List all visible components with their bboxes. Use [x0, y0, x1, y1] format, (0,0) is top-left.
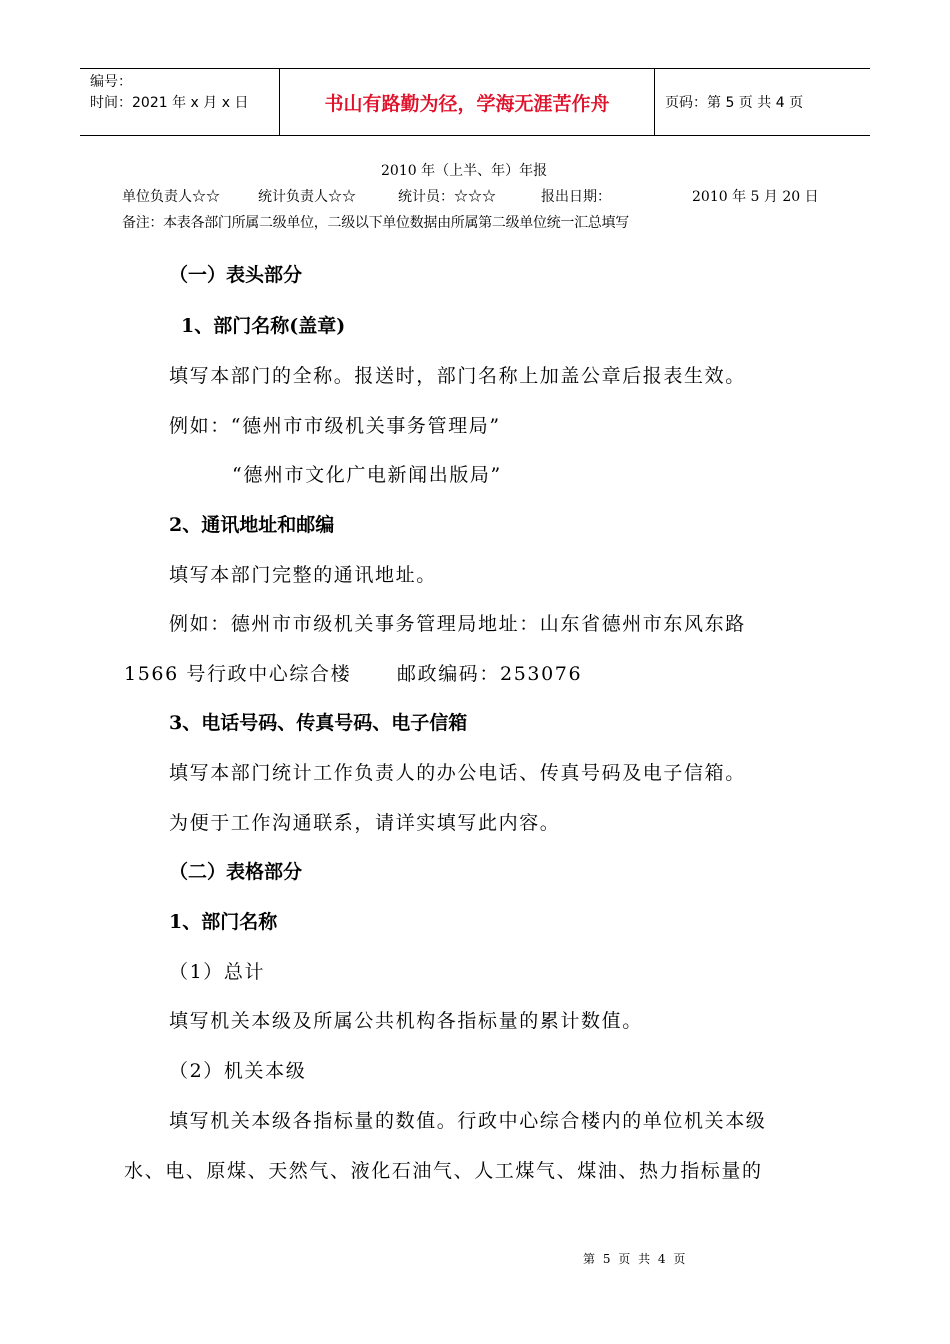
report-title: 2010 年（上半、年）年报 [381, 163, 548, 179]
paragraph: 为便于工作沟通联系，请详实填写此内容。 [169, 812, 561, 834]
header-motto: 书山有路勤为径，学海无涯苦作舟 [280, 69, 655, 135]
header-page-info: 页码：第 5 页 共 4 页 [665, 95, 804, 111]
subheading-address: 2、通讯地址和邮编 [169, 514, 335, 536]
paragraph: 水、电、原煤、天然气、液化石油气、人工煤气、煤油、热力指标量的 [124, 1160, 763, 1182]
section-heading-table: （二）表格部分 [169, 861, 303, 883]
address-line: 1566 号行政中心综合楼 [124, 663, 352, 685]
postal-code: 邮政编码：253076 [397, 663, 583, 685]
subheading-department-name: 1、部门名称(盖章) [181, 315, 346, 337]
section-heading-header: （一）表头部分 [169, 264, 303, 286]
paragraph: 填写本部门的全称。报送时，部门名称上加盖公章后报表生效。 [169, 365, 746, 387]
item-total: （1）总计 [169, 961, 266, 983]
statistician: 统计员：☆☆☆ [398, 189, 496, 205]
paragraph: 填写机关本级及所属公共机构各指标量的累计数值。 [169, 1010, 643, 1032]
subheading-department-name-2: 1、部门名称 [169, 911, 278, 933]
header-table [80, 68, 870, 136]
document-number-label: 编号： [90, 74, 132, 90]
report-date-label: 报出日期： [541, 189, 611, 205]
item-agency-level: （2）机关本级 [169, 1060, 307, 1082]
report-date: 2010 年 5 月 20 日 [692, 189, 819, 205]
page-footer: 第 5 页 共 4 页 [583, 1252, 688, 1266]
stat-head: 统计负责人☆☆ [258, 189, 356, 205]
unit-head: 单位负责人☆☆ [122, 189, 220, 205]
example-line: 例如：德州市市级机关事务管理局地址：山东省德州市东风东路 [169, 613, 746, 635]
example-line: “德州市文化广电新闻出版局” [232, 464, 502, 486]
document-time: 时间：2021 年 x 月 x 日 [90, 95, 249, 111]
paragraph: 填写本部门完整的通讯地址。 [169, 564, 437, 586]
subheading-contact: 3、电话号码、传真号码、电子信箱 [169, 712, 468, 734]
header-left-cell [80, 69, 280, 135]
example-line: 例如：“德州市市级机关事务管理局” [169, 415, 501, 437]
paragraph: 填写本部门统计工作负责人的办公电话、传真号码及电子信箱。 [169, 762, 746, 784]
paragraph: 填写机关本级各指标量的数值。行政中心综合楼内的单位机关本级 [169, 1110, 767, 1132]
report-note: 备注：本表各部门所属二级单位，二级以下单位数据由所属第二级单位统一汇总填写 [122, 215, 629, 231]
